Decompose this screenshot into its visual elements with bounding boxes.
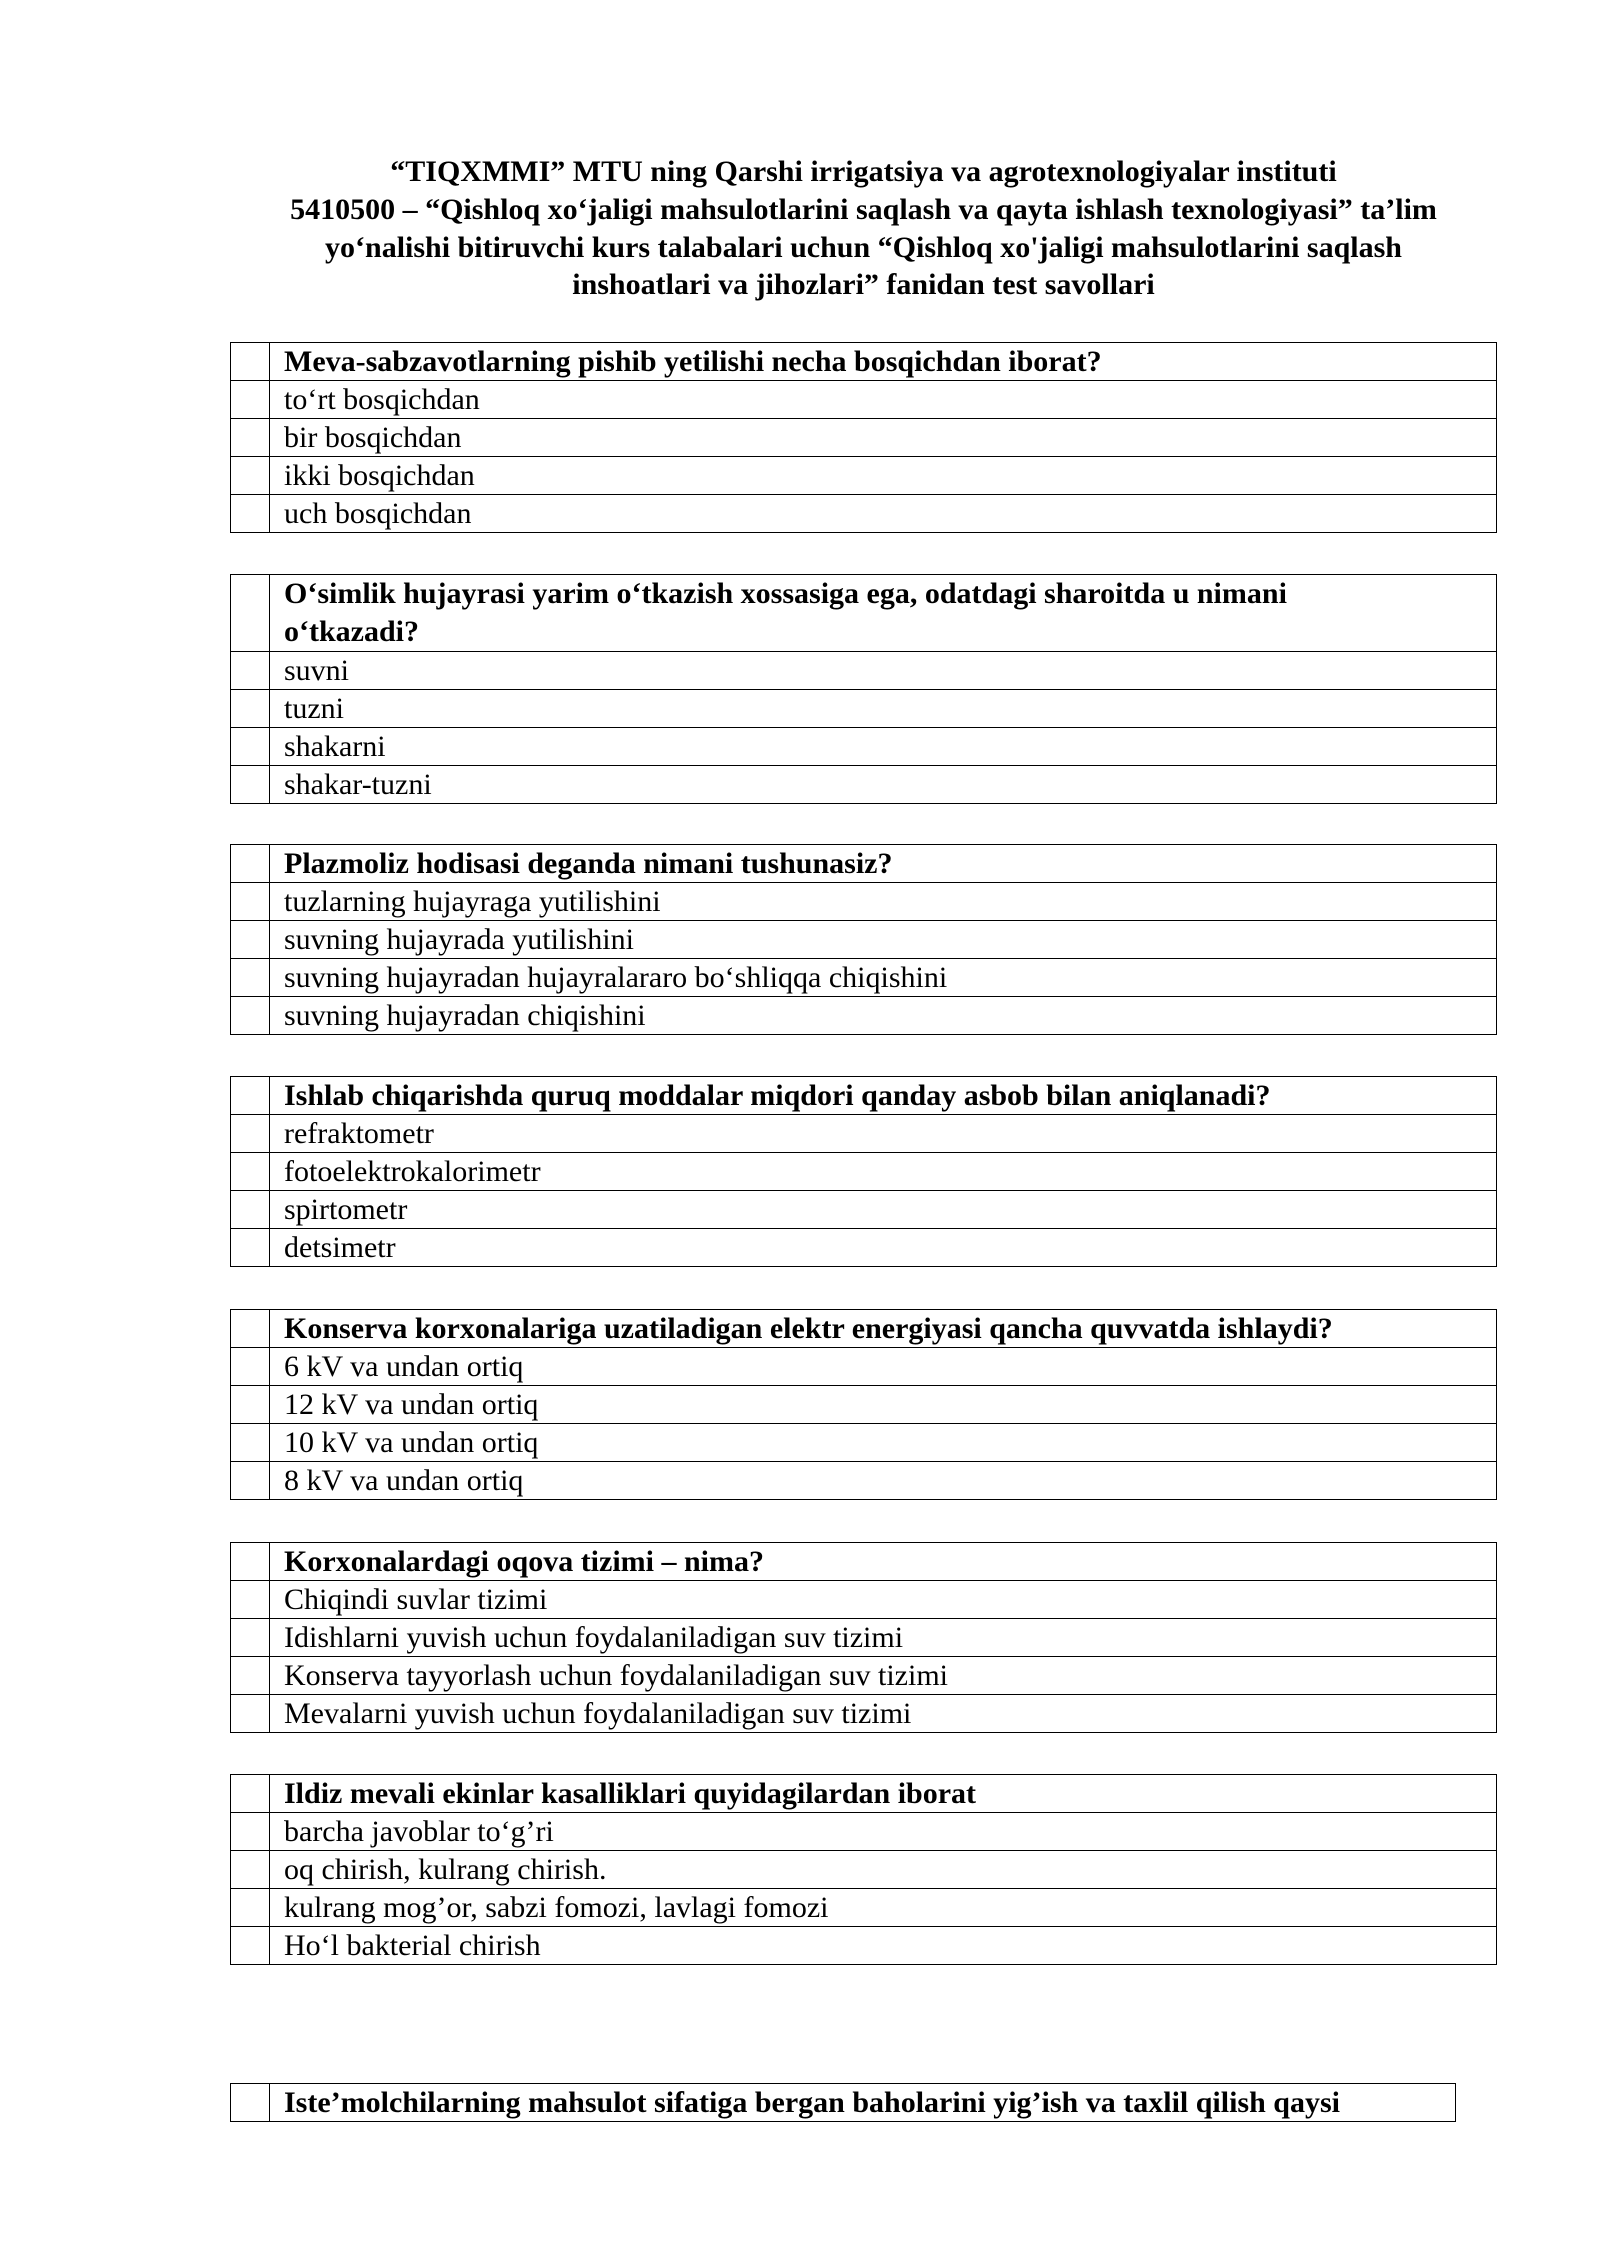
marker-cell xyxy=(231,1619,270,1657)
marker-cell xyxy=(231,959,270,997)
option-row xyxy=(231,1386,1497,1424)
option-row xyxy=(231,651,1497,689)
option-text: spirtometr xyxy=(270,1191,1497,1229)
marker-cell xyxy=(231,765,270,803)
marker-cell xyxy=(231,1386,270,1424)
marker-cell xyxy=(231,1813,270,1851)
question-table xyxy=(230,342,1497,533)
question-row xyxy=(231,845,1497,883)
option-text: Idishlarni yuvish uchun foydalaniladigan suv tizimi xyxy=(270,1619,1497,1657)
marker-cell xyxy=(231,1153,270,1191)
marker-cell xyxy=(231,419,270,457)
option-text: bir bosqichdan xyxy=(270,419,1497,457)
option-text: suvni xyxy=(270,651,1497,689)
question-text: Konserva korxonalariga uzatiladigan elektr energiyasi qancha quvvatda ishlaydi? xyxy=(270,1310,1497,1348)
option-row xyxy=(231,689,1497,727)
marker-cell xyxy=(231,921,270,959)
question-table xyxy=(230,1309,1497,1500)
marker-cell xyxy=(231,1462,270,1500)
marker-cell xyxy=(231,1348,270,1386)
marker-cell xyxy=(231,381,270,419)
option-text: oq chirish, kulrang chirish. xyxy=(270,1851,1497,1889)
marker-cell xyxy=(231,1077,270,1115)
option-text: tuzni xyxy=(270,689,1497,727)
option-row xyxy=(231,1657,1497,1695)
option-text: fotoelektrokalorimetr xyxy=(270,1153,1497,1191)
marker-cell xyxy=(231,1695,270,1733)
marker-cell xyxy=(231,1229,270,1267)
option-row xyxy=(231,381,1497,419)
question-text: Ishlab chiqarishda quruq moddalar miqdori qanday asbob bilan aniqlanadi? xyxy=(270,1077,1497,1115)
option-row xyxy=(231,1619,1497,1657)
title-line: 5410500 – “Qishloq xo‘jaligi mahsulotlarini saqlash va qayta ishlash texnologiyasi” ta’lim xyxy=(290,192,1437,226)
marker-cell xyxy=(231,845,270,883)
question-text: O‘simlik hujayrasi yarim o‘tkazish xossasiga ega, odatdagi sharoitda u nimani o‘tkazadi? xyxy=(270,575,1497,652)
option-text: suvning hujayrada yutilishini xyxy=(270,921,1497,959)
option-row xyxy=(231,1927,1497,1965)
marker-cell xyxy=(231,1424,270,1462)
option-text: 6 kV va undan ortiq xyxy=(270,1348,1497,1386)
marker-cell xyxy=(231,495,270,533)
option-row xyxy=(231,959,1497,997)
option-row xyxy=(231,1229,1497,1267)
option-text: Konserva tayyorlash uchun foydalaniladigan suv tizimi xyxy=(270,1657,1497,1695)
question-text: Ildiz mevali ekinlar kasalliklari quyidagilardan iborat xyxy=(270,1775,1497,1813)
option-row xyxy=(231,419,1497,457)
option-row xyxy=(231,1191,1497,1229)
option-text: refraktometr xyxy=(270,1115,1497,1153)
marker-cell xyxy=(231,1543,270,1581)
title-line: “TIQXMMI” MTU ning Qarshi irrigatsiya va agrotexnologiyalar instituti xyxy=(390,155,1337,188)
question-row xyxy=(231,2084,1456,2122)
option-text: to‘rt bosqichdan xyxy=(270,381,1497,419)
marker-cell xyxy=(231,457,270,495)
marker-cell xyxy=(231,651,270,689)
option-row xyxy=(231,1153,1497,1191)
marker-cell xyxy=(231,1851,270,1889)
question-row xyxy=(231,1775,1497,1813)
question-table xyxy=(230,844,1497,1035)
question-table xyxy=(230,1542,1497,1733)
option-text: detsimetr xyxy=(270,1229,1497,1267)
title-line: inshoatlari va jihozlari” fanidan test savollari xyxy=(572,268,1155,302)
question-table xyxy=(230,2083,1456,2122)
option-text: Mevalarni yuvish uchun foydalaniladigan suv tizimi xyxy=(270,1695,1497,1733)
option-row xyxy=(231,1695,1497,1733)
option-row xyxy=(231,1813,1497,1851)
marker-cell xyxy=(231,883,270,921)
question-text: Plazmoliz hodisasi deganda nimani tushunasiz? xyxy=(270,845,1497,883)
option-text: kulrang mog’or, sabzi fomozi, lavlagi fomozi xyxy=(270,1889,1497,1927)
question-text: Meva-sabzavotlarning pishib yetilishi necha bosqichdan iborat? xyxy=(270,343,1497,381)
option-text: Chiqindi suvlar tizimi xyxy=(270,1581,1497,1619)
option-row xyxy=(231,1851,1497,1889)
marker-cell xyxy=(231,689,270,727)
marker-cell xyxy=(231,1115,270,1153)
option-text: ikki bosqichdan xyxy=(270,457,1497,495)
question-row xyxy=(231,1543,1497,1581)
option-row xyxy=(231,1115,1497,1153)
question-text: Iste’molchilarning mahsulot sifatiga bergan baholarini yig’ish va taxlil qilish qaysi xyxy=(270,2084,1456,2122)
option-row xyxy=(231,1424,1497,1462)
marker-cell xyxy=(231,727,270,765)
question-row xyxy=(231,575,1497,652)
option-text: uch bosqichdan xyxy=(270,495,1497,533)
document-title xyxy=(230,153,1497,304)
option-row xyxy=(231,495,1497,533)
option-text: shakar-tuzni xyxy=(270,765,1497,803)
question-table xyxy=(230,1774,1497,1965)
option-row xyxy=(231,1889,1497,1927)
marker-cell xyxy=(231,1927,270,1965)
option-text: 8 kV va undan ortiq xyxy=(270,1462,1497,1500)
question-table xyxy=(230,574,1497,804)
title-line: yo‘nalishi bitiruvchi kurs talabalari uchun “Qishloq xo'jaligi mahsulotlarini saqlash xyxy=(325,230,1402,264)
option-row xyxy=(231,457,1497,495)
marker-cell xyxy=(231,343,270,381)
option-row xyxy=(231,997,1497,1035)
option-row xyxy=(231,765,1497,803)
option-text: Ho‘l bakterial chirish xyxy=(270,1927,1497,1965)
marker-cell xyxy=(231,1889,270,1927)
marker-cell xyxy=(231,1191,270,1229)
question-table xyxy=(230,1076,1497,1267)
marker-cell xyxy=(231,2084,270,2122)
option-row xyxy=(231,1581,1497,1619)
option-text: shakarni xyxy=(270,727,1497,765)
option-text: tuzlarning hujayraga yutilishini xyxy=(270,883,1497,921)
marker-cell xyxy=(231,997,270,1035)
marker-cell xyxy=(231,1657,270,1695)
question-row xyxy=(231,1077,1497,1115)
option-text: suvning hujayradan hujayralararo bo‘shliqqa chiqishini xyxy=(270,959,1497,997)
option-row xyxy=(231,883,1497,921)
marker-cell xyxy=(231,575,270,652)
marker-cell xyxy=(231,1310,270,1348)
question-row xyxy=(231,343,1497,381)
marker-cell xyxy=(231,1775,270,1813)
option-row xyxy=(231,921,1497,959)
option-row xyxy=(231,727,1497,765)
option-text: suvning hujayradan chiqishini xyxy=(270,997,1497,1035)
question-row xyxy=(231,1310,1497,1348)
option-text: 10 kV va undan ortiq xyxy=(270,1424,1497,1462)
option-text: 12 kV va undan ortiq xyxy=(270,1386,1497,1424)
marker-cell xyxy=(231,1581,270,1619)
option-row xyxy=(231,1348,1497,1386)
option-row xyxy=(231,1462,1497,1500)
option-text: barcha javoblar to‘g’ri xyxy=(270,1813,1497,1851)
question-text: Korxonalardagi oqova tizimi – nima? xyxy=(270,1543,1497,1581)
